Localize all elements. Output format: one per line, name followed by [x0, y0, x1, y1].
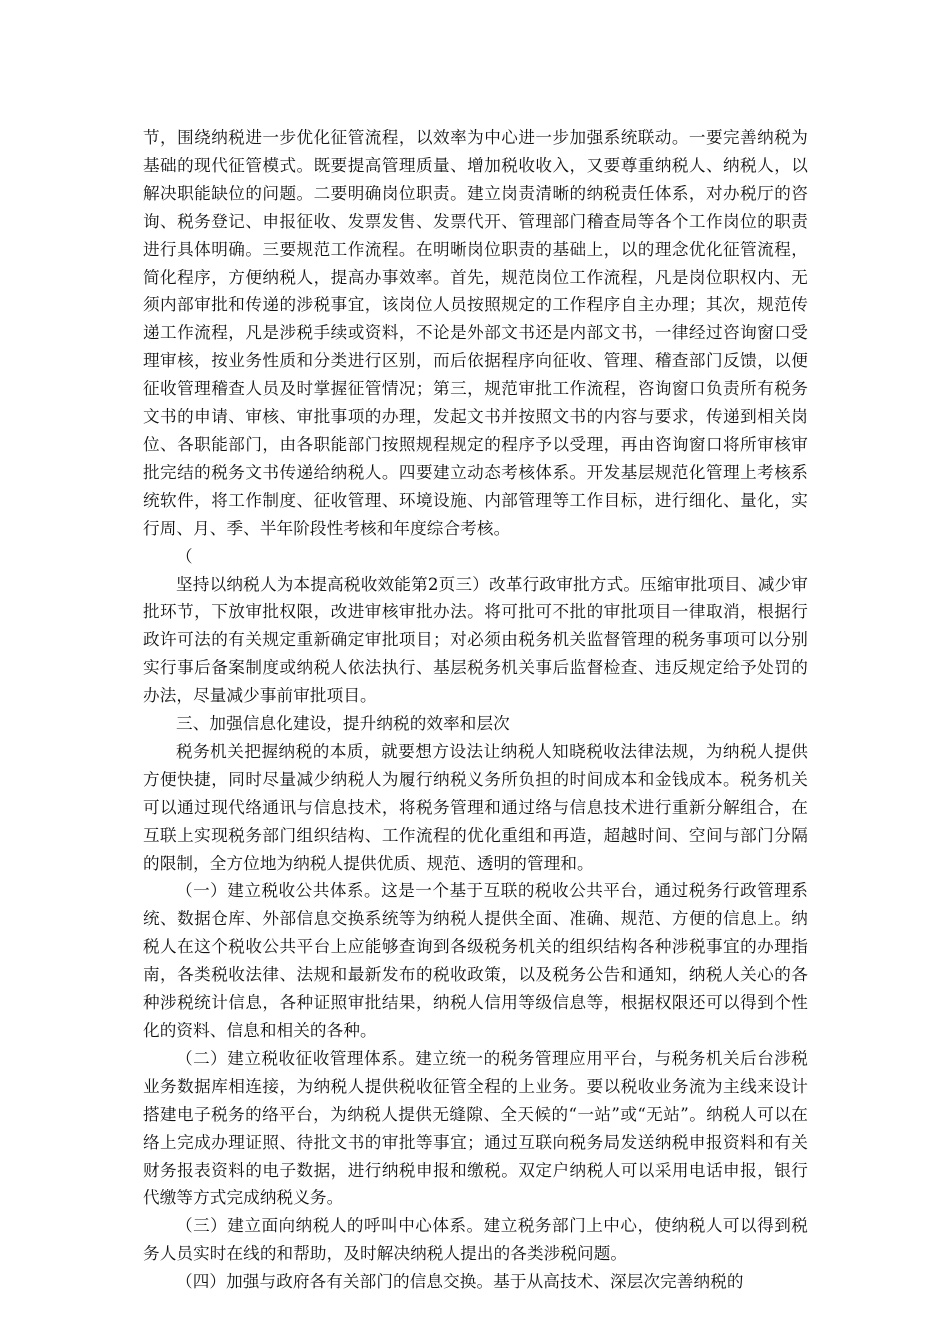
paragraph-1: 节，围绕纳税进一步优化征管流程，以效率为中心进一步加强系统联动。一要完善纳税为基础的现代征管模式。既要提高管理质量、增加税收收入，又要尊重纳税人、纳税人，以解决职能缺位的问题。二要明确岗位职责。建立岗责清晰的纳税责任体系，对办税厅的咨询、税务登记、申报征收、发票发售、发票代开、管理部门稽查局等各个工作岗位的职责进行具体明确。三要规范工作流程。在明晰岗位职责的基础上，以的理念优化征管流程，简化程序，方便纳税人，提高办事效率。首先，规范岗位工作流程，凡是岗位职权内、无须内部审批和传递的涉税事宜，该岗位人员按照规定的工作程序自主办理；其次，规范传递工作流程，凡是涉税手续或资料，不论是外部文书还是内部文书，一律经过咨询窗口受理审核，按业务性质和分类进行区别，而后依据程序向征收、管理、稽查部门反馈，以便征收管理稽查人员及时掌握征管情况；第三，规范审批工作流程，咨询窗口负责所有税务文书的申请、审核、审批事项的办理，发起文书并按照文书的内容与要求，传递到相关岗位、各职能部门，由各职能部门按照规程规定的程序予以受理，再由咨询窗口将所审核审批完结的税务文书传递给纳税人。四要建立动态考核体系。开发基层规范化管理上考核系统软件，将工作制度、征收管理、环境设施、内部管理等工作目标，进行细化、量化，实行周、月、季、半年阶段性考核和年度综合考核。	[143, 128, 808, 538]
section-heading: 三、加强信息化建设，提升纳税的效率和层次	[176, 714, 510, 734]
paragraph-7: （二）建立税收征收管理体系。建立统一的税务管理应用平台，与税务机关后台涉税业务数据库相连接，为纳税人提供税收征管全程的上业务。要以税收业务流为主线来设计搭建电子税务的络平台，为纳税人提供无缝隙、全天候的“一站”或“无站”。纳税人可以在络上完成办理证照、待批文书的审批等事宜；通过互联向税务局发送纳税申报资料和有关财务报表资料的电子数据，进行纳税申报和缴税。双定户纳税人可以采用电话申报，银行代缴等方式完成纳税义务。	[143, 1048, 808, 1208]
paragraph-8: （三）建立面向纳税人的呼叫中心体系。建立税务部门上中心，使纳税人可以得到税务人员实时在线的和帮助，及时解决纳税人提出的各类涉税问题。	[143, 1216, 808, 1264]
paragraph-6: （一）建立税收公共体系。这是一个基于互联的税收公共平台，通过税务行政管理系统、数据仓库、外部信息交换系统等为纳税人提供全面、准确、规范、方便的信息上。纳税人在这个税收公共平台上应能够查询到各级税务机关的组织结构各种涉税事宜的办理指南，各类税收法律、法规和最新发布的税收政策，以及税务公告和通知，纳税人关心的各种涉税统计信息，各种证照审批结果，纳税人信用等级信息等，根据权限还可以得到个性化的资料、信息和相关的各种。	[143, 881, 808, 1040]
paragraph-9: （四）加强与政府各有关部门的信息交换。基于从高技术、深层次完善纳税的	[176, 1272, 744, 1292]
document-body	[143, 124, 808, 1296]
paragraph-2: （	[176, 546, 193, 566]
paragraph-3: 坚持以纳税人为本提高税收效能第2页三）改革行政审批方式。压缩审批项目、减少审批环节，下放审批权限，改进审核审批办法。将可批可不批的审批项目一律取消，根据行政许可法的有关规定重新确定审批项目；对必须由税务机关监督管理的税务事项可以分别实行事后备案制度或纳税人依法执行、基层税务机关事后监督检查、违反规定给予处罚的办法，尽量减少事前审批项目。	[143, 574, 808, 706]
paragraph-5: 税务机关把握纳税的本质，就要想方设法让纳税人知晓税收法律法规，为纳税人提供方便快捷，同时尽量减少纳税人为履行纳税义务所负担的时间成本和金钱成本。税务机关可以通过现代络通讯与信息技术，将税务管理和通过络与信息技术进行重新分解组合，在互联上实现税务部门组织结构、工作流程的优化重组和再造，超越时间、空间与部门分隔的限制，全方位地为纳税人提供优质、规范、透明的管理和。	[143, 741, 808, 873]
